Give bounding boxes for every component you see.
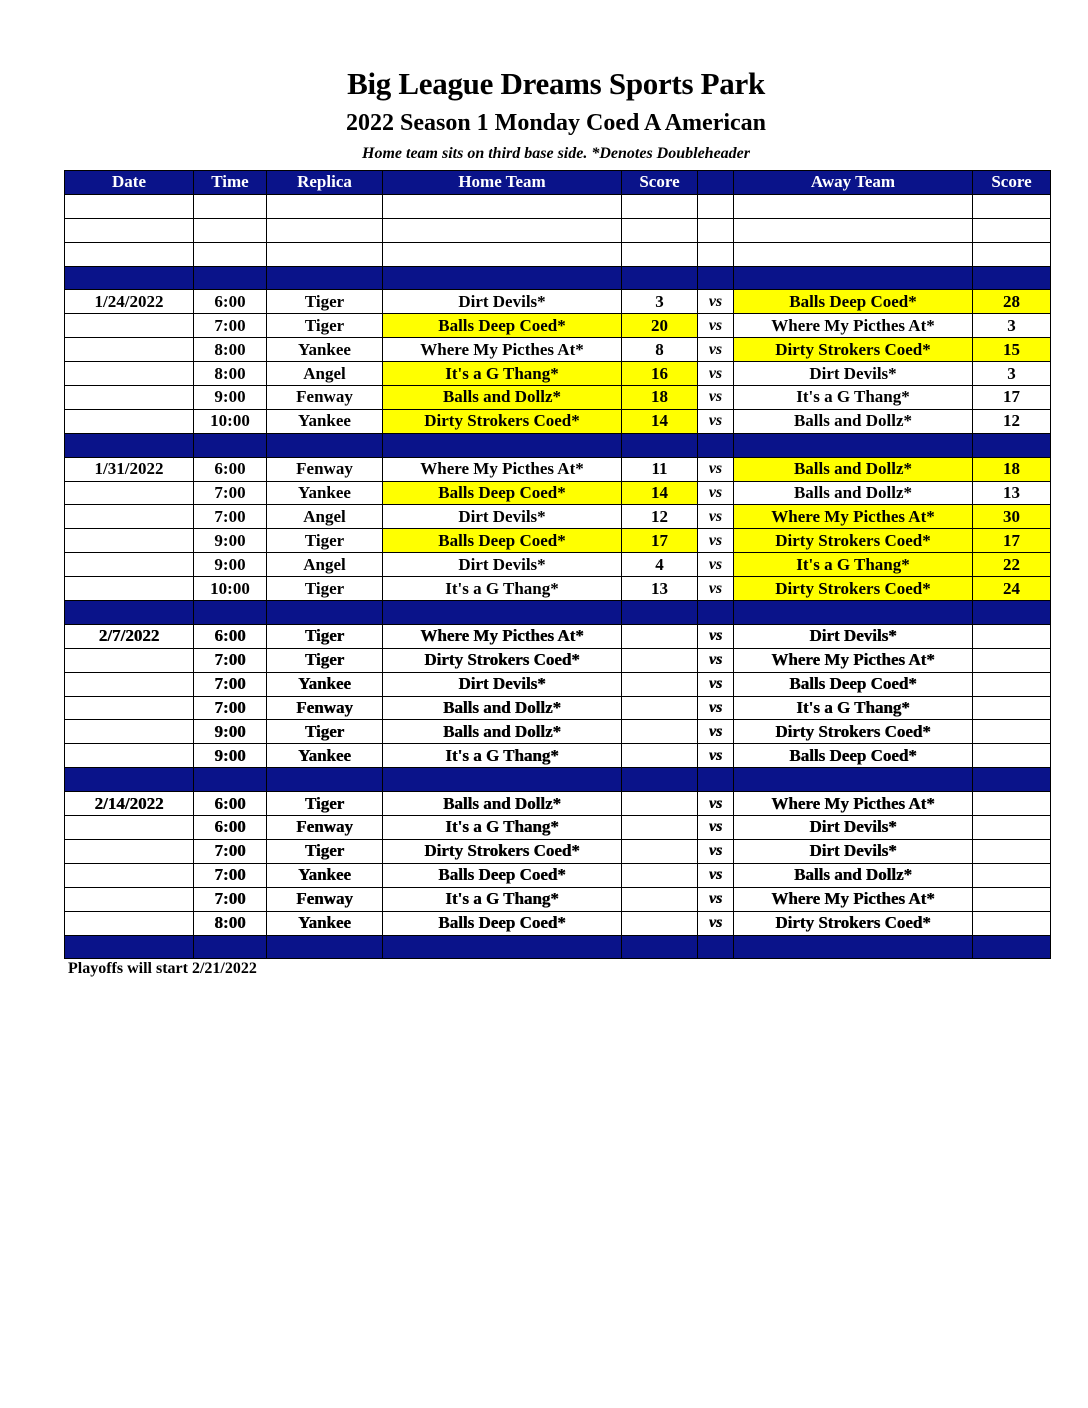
game-field: Tiger (267, 290, 383, 314)
vs-label: vs (698, 505, 734, 529)
away-score (973, 744, 1051, 768)
vs-label: vs (698, 863, 734, 887)
home-team: Balls and Dollz* (383, 792, 622, 816)
vs-label: vs (698, 744, 734, 768)
playoffs-note: Playoffs will start 2/21/2022 (68, 960, 257, 977)
game-date: 2/14/2022 (65, 792, 194, 816)
away-score (973, 792, 1051, 816)
home-score (622, 816, 698, 840)
game-field: Fenway (267, 386, 383, 410)
game-row (65, 720, 1051, 744)
game-row (65, 290, 1051, 314)
vs-label: vs (698, 362, 734, 386)
game-time: 9:00 (194, 553, 267, 577)
game-time: 9:00 (194, 386, 267, 410)
week-separator (65, 266, 1051, 290)
game-row (65, 624, 1051, 648)
game-date-empty (65, 720, 194, 744)
game-row (65, 839, 1051, 863)
vs-label: vs (698, 648, 734, 672)
vs-label: vs (698, 481, 734, 505)
home-score: 12 (622, 505, 698, 529)
game-date-empty (65, 362, 194, 386)
away-score: 3 (973, 314, 1051, 338)
game-row (65, 672, 1051, 696)
home-score: 13 (622, 577, 698, 601)
away-score: 22 (973, 553, 1051, 577)
vs-label: vs (698, 529, 734, 553)
game-time: 7:00 (194, 672, 267, 696)
away-team: Dirty Strokers Coed* (734, 338, 973, 362)
vs-label: vs (698, 720, 734, 744)
home-team: Balls and Dollz* (383, 386, 622, 410)
game-row (65, 696, 1051, 720)
vs-label: vs (698, 911, 734, 935)
vs-label: vs (698, 887, 734, 911)
game-time: 7:00 (194, 696, 267, 720)
home-team: Balls Deep Coed* (383, 863, 622, 887)
game-row (65, 792, 1051, 816)
vs-label: vs (698, 409, 734, 433)
vs-label: vs (698, 457, 734, 481)
home-team: Where My Picthes At* (383, 624, 622, 648)
home-team: Balls Deep Coed* (383, 314, 622, 338)
away-score: 24 (973, 577, 1051, 601)
game-time: 6:00 (194, 457, 267, 481)
home-score: 11 (622, 457, 698, 481)
home-team: Dirty Strokers Coed* (383, 839, 622, 863)
schedule-body (65, 194, 1051, 959)
game-time: 9:00 (194, 720, 267, 744)
game-field: Yankee (267, 338, 383, 362)
game-date-empty (65, 839, 194, 863)
game-field: Angel (267, 362, 383, 386)
game-time: 7:00 (194, 887, 267, 911)
home-team: It's a G Thang* (383, 887, 622, 911)
game-row (65, 744, 1051, 768)
home-score: 16 (622, 362, 698, 386)
home-team: Balls and Dollz* (383, 696, 622, 720)
home-team: Dirt Devils* (383, 290, 622, 314)
game-field: Tiger (267, 577, 383, 601)
page-title: Big League Dreams Sports Park (347, 66, 765, 101)
game-row (65, 457, 1051, 481)
col-header-date: Date (65, 171, 194, 195)
home-score: 14 (622, 409, 698, 433)
game-date-empty (65, 338, 194, 362)
game-field: Yankee (267, 744, 383, 768)
game-date-empty (65, 911, 194, 935)
game-date-empty (65, 529, 194, 553)
home-team: Balls Deep Coed* (383, 529, 622, 553)
schedule-table (64, 170, 1051, 959)
home-team: It's a G Thang* (383, 816, 622, 840)
game-date-empty (65, 553, 194, 577)
away-score (973, 839, 1051, 863)
game-field: Tiger (267, 720, 383, 744)
home-score (622, 863, 698, 887)
vs-label: vs (698, 696, 734, 720)
game-field: Yankee (267, 481, 383, 505)
home-team: Balls and Dollz* (383, 720, 622, 744)
vs-label: vs (698, 816, 734, 840)
game-field: Tiger (267, 624, 383, 648)
home-team: Dirt Devils* (383, 505, 622, 529)
week-separator (65, 935, 1051, 959)
game-date-empty (65, 672, 194, 696)
game-time: 6:00 (194, 792, 267, 816)
vs-label: vs (698, 792, 734, 816)
away-team: Balls and Dollz* (734, 409, 973, 433)
game-time: 7:00 (194, 863, 267, 887)
home-score: 17 (622, 529, 698, 553)
game-time: 7:00 (194, 505, 267, 529)
game-field: Angel (267, 505, 383, 529)
game-field: Yankee (267, 672, 383, 696)
away-team: Dirt Devils* (734, 839, 973, 863)
game-field: Yankee (267, 409, 383, 433)
week-separator (65, 768, 1051, 792)
game-date: 1/24/2022 (65, 290, 194, 314)
away-score (973, 816, 1051, 840)
blank-row (65, 218, 1051, 242)
vs-label: vs (698, 338, 734, 362)
game-field: Tiger (267, 314, 383, 338)
game-time: 8:00 (194, 338, 267, 362)
away-team: Dirty Strokers Coed* (734, 577, 973, 601)
home-team: Dirty Strokers Coed* (383, 409, 622, 433)
game-date-empty (65, 481, 194, 505)
game-row (65, 386, 1051, 410)
away-score: 17 (973, 386, 1051, 410)
game-field: Tiger (267, 529, 383, 553)
home-score (622, 839, 698, 863)
game-time: 7:00 (194, 481, 267, 505)
game-field: Yankee (267, 911, 383, 935)
game-row (65, 529, 1051, 553)
vs-label: vs (698, 314, 734, 338)
game-row (65, 553, 1051, 577)
game-time: 8:00 (194, 911, 267, 935)
away-score (973, 624, 1051, 648)
col-header-replica: Replica (267, 171, 383, 195)
vs-label: vs (698, 386, 734, 410)
home-team: Balls Deep Coed* (383, 481, 622, 505)
home-score (622, 744, 698, 768)
away-score: 3 (973, 362, 1051, 386)
col-header-home-score: Score (622, 171, 698, 195)
col-header-away-team: Away Team (734, 171, 973, 195)
away-team: Dirt Devils* (734, 362, 973, 386)
home-team: Where My Picthes At* (383, 457, 622, 481)
game-date-empty (65, 386, 194, 410)
page-note: Home team sits on third base side. *Denotes Doubleheader (362, 145, 750, 162)
game-time: 7:00 (194, 314, 267, 338)
home-team: It's a G Thang* (383, 362, 622, 386)
home-score: 18 (622, 386, 698, 410)
home-score (622, 720, 698, 744)
game-time: 7:00 (194, 839, 267, 863)
game-row (65, 887, 1051, 911)
game-time: 6:00 (194, 816, 267, 840)
col-header-vs (698, 171, 734, 195)
game-row (65, 911, 1051, 935)
vs-label: vs (698, 839, 734, 863)
away-team: Balls and Dollz* (734, 863, 973, 887)
game-row (65, 409, 1051, 433)
game-field: Fenway (267, 696, 383, 720)
away-team: Dirt Devils* (734, 816, 973, 840)
home-score (622, 648, 698, 672)
vs-label: vs (698, 672, 734, 696)
away-score (973, 672, 1051, 696)
away-score (973, 911, 1051, 935)
away-team: Balls Deep Coed* (734, 744, 973, 768)
game-row (65, 338, 1051, 362)
home-score (622, 792, 698, 816)
game-row (65, 648, 1051, 672)
game-time: 6:00 (194, 290, 267, 314)
game-row (65, 577, 1051, 601)
game-date: 1/31/2022 (65, 457, 194, 481)
home-score: 3 (622, 290, 698, 314)
vs-label: vs (698, 290, 734, 314)
game-field: Tiger (267, 648, 383, 672)
game-field: Tiger (267, 792, 383, 816)
game-date-empty (65, 505, 194, 529)
home-score: 20 (622, 314, 698, 338)
game-field: Fenway (267, 816, 383, 840)
col-header-away-score: Score (973, 171, 1051, 195)
away-team: Dirty Strokers Coed* (734, 720, 973, 744)
away-score: 18 (973, 457, 1051, 481)
game-row (65, 362, 1051, 386)
away-team: Where My Picthes At* (734, 505, 973, 529)
game-row (65, 314, 1051, 338)
away-team: Balls and Dollz* (734, 457, 973, 481)
game-date-empty (65, 744, 194, 768)
vs-label: vs (698, 624, 734, 648)
away-team: Balls and Dollz* (734, 481, 973, 505)
home-score (622, 672, 698, 696)
game-field: Fenway (267, 887, 383, 911)
away-team: Where My Picthes At* (734, 887, 973, 911)
game-row (65, 481, 1051, 505)
away-team: Where My Picthes At* (734, 648, 973, 672)
game-field: Yankee (267, 863, 383, 887)
home-score (622, 624, 698, 648)
table-header-row (65, 171, 1051, 195)
game-row (65, 816, 1051, 840)
away-team: Where My Picthes At* (734, 314, 973, 338)
game-time: 9:00 (194, 529, 267, 553)
col-header-time: Time (194, 171, 267, 195)
home-score (622, 887, 698, 911)
game-time: 9:00 (194, 744, 267, 768)
home-team: Dirty Strokers Coed* (383, 648, 622, 672)
away-team: Dirty Strokers Coed* (734, 529, 973, 553)
away-team: It's a G Thang* (734, 696, 973, 720)
away-score (973, 863, 1051, 887)
away-team: Balls Deep Coed* (734, 672, 973, 696)
game-date-empty (65, 314, 194, 338)
away-score: 30 (973, 505, 1051, 529)
home-team: Dirt Devils* (383, 672, 622, 696)
home-score: 8 (622, 338, 698, 362)
game-time: 10:00 (194, 409, 267, 433)
game-date: 2/7/2022 (65, 624, 194, 648)
game-date-empty (65, 577, 194, 601)
game-field: Fenway (267, 457, 383, 481)
col-header-home-team: Home Team (383, 171, 622, 195)
game-date-empty (65, 863, 194, 887)
away-score: 13 (973, 481, 1051, 505)
home-score (622, 911, 698, 935)
game-time: 8:00 (194, 362, 267, 386)
away-team: Where My Picthes At* (734, 792, 973, 816)
game-row (65, 863, 1051, 887)
game-date-empty (65, 696, 194, 720)
blank-row (65, 194, 1051, 218)
home-score (622, 696, 698, 720)
game-time: 7:00 (194, 648, 267, 672)
vs-label: vs (698, 553, 734, 577)
away-score: 17 (973, 529, 1051, 553)
game-row (65, 505, 1051, 529)
home-score: 14 (622, 481, 698, 505)
away-team: Dirt Devils* (734, 624, 973, 648)
away-score (973, 887, 1051, 911)
vs-label: vs (698, 577, 734, 601)
home-score: 4 (622, 553, 698, 577)
away-team: It's a G Thang* (734, 553, 973, 577)
game-time: 10:00 (194, 577, 267, 601)
page-subtitle: 2022 Season 1 Monday Coed A American (345, 110, 767, 136)
game-date-empty (65, 816, 194, 840)
away-score (973, 648, 1051, 672)
away-team: Dirty Strokers Coed* (734, 911, 973, 935)
game-time: 6:00 (194, 624, 267, 648)
away-score: 28 (973, 290, 1051, 314)
game-field: Tiger (267, 839, 383, 863)
game-field: Angel (267, 553, 383, 577)
game-date-empty (65, 409, 194, 433)
blank-row (65, 242, 1051, 266)
away-team: It's a G Thang* (734, 386, 973, 410)
home-team: Where My Picthes At* (383, 338, 622, 362)
week-separator (65, 433, 1051, 457)
game-date-empty (65, 648, 194, 672)
home-team: It's a G Thang* (383, 577, 622, 601)
away-score: 15 (973, 338, 1051, 362)
game-date-empty (65, 887, 194, 911)
home-team: Dirt Devils* (383, 553, 622, 577)
away-score: 12 (973, 409, 1051, 433)
away-team: Balls Deep Coed* (734, 290, 973, 314)
week-separator (65, 601, 1051, 625)
away-score (973, 720, 1051, 744)
home-team: Balls Deep Coed* (383, 911, 622, 935)
away-score (973, 696, 1051, 720)
home-team: It's a G Thang* (383, 744, 622, 768)
